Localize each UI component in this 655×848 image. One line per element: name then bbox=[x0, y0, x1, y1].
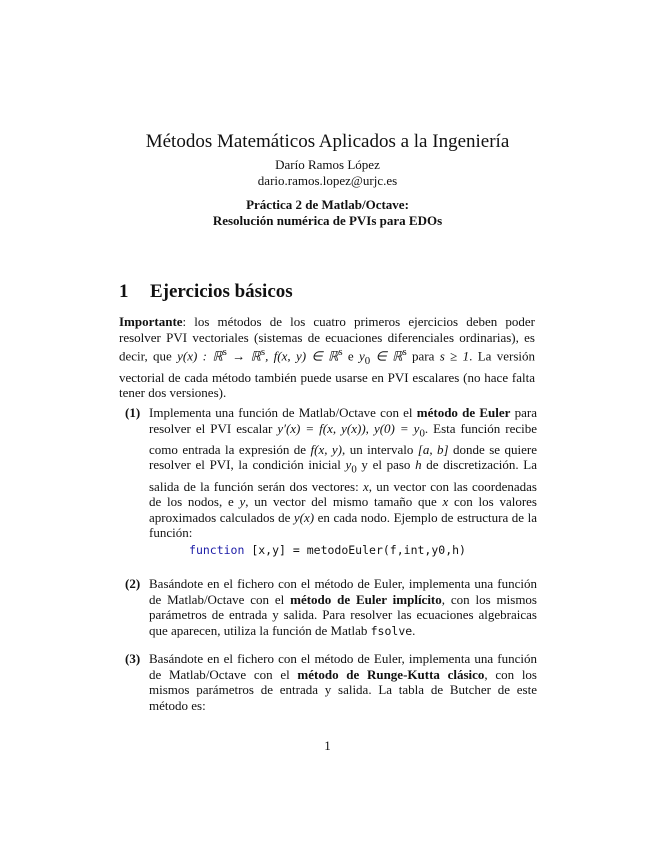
math-inline: y(x) bbox=[293, 509, 315, 525]
text: en cada nodo. Ejemplo de estructura de la función: bbox=[149, 509, 537, 541]
inline-code: fsolve bbox=[370, 623, 413, 638]
text: Implementa una función de Matlab/Octave con el bbox=[149, 405, 417, 420]
bold-term: método de Runge-Kutta clásico bbox=[297, 666, 485, 682]
exercise-label: (3) bbox=[125, 651, 141, 666]
math-inline: h bbox=[415, 457, 422, 473]
math-inline: → ℝ bbox=[226, 348, 261, 364]
author-email: dario.ramos.lopez@urjc.es bbox=[257, 173, 398, 188]
text: , con los mismos parámetros de entrada y salida. La tabla de Butcher de este método es: bbox=[149, 666, 537, 713]
math-inline: y bbox=[358, 348, 365, 364]
code-signature: [x,y] = metodoEuler(f,int,y0,h) bbox=[244, 543, 466, 557]
bold-term: método de Euler implícito bbox=[290, 591, 442, 607]
exercise-3 bbox=[125, 651, 537, 713]
text: . bbox=[412, 622, 416, 638]
text: , un intervalo bbox=[342, 441, 418, 457]
document-title: Métodos Matemáticos Aplicados a la Ingeniería bbox=[145, 131, 510, 152]
code-keyword: function bbox=[189, 543, 245, 557]
intro-lead: Importante bbox=[119, 314, 183, 329]
text: donde se quiere resolver el PVI, la condición inicial bbox=[149, 441, 537, 473]
intro-paragraph bbox=[119, 314, 535, 401]
exercise-body bbox=[149, 576, 537, 639]
math-sup: s bbox=[222, 346, 227, 359]
exercise-2 bbox=[125, 576, 537, 639]
intro-text: para bbox=[406, 348, 440, 364]
text: para resolver el PVI escalar bbox=[149, 405, 538, 436]
math-sub: 0 bbox=[364, 355, 371, 368]
math-sub: 0 bbox=[351, 463, 357, 476]
code-example bbox=[0, 543, 655, 557]
text: Basándote en el fichero con el método de Euler, implementa una función de Matlab/Octave con el bbox=[149, 651, 537, 682]
text: , con los mismos parámetros de entrada y salida. Para resolver las ecuaciones algebraicas que aparecen, utiliza la función de Matlab bbox=[149, 591, 537, 638]
math-inline: y′(x) = f(x, y(x)), y(0) = y bbox=[277, 420, 420, 436]
text: Basándote en el fichero con el método de Euler, implementa una función de Matlab/Octave con el bbox=[149, 576, 537, 607]
math-inline: ∈ ℝ bbox=[370, 348, 403, 364]
section-title: Ejercicios básicos bbox=[150, 281, 293, 302]
text: y el paso bbox=[356, 457, 416, 473]
text: con los valores aproximados calculados de bbox=[149, 494, 537, 525]
section-number: 1 bbox=[119, 281, 129, 302]
math-inline: y bbox=[345, 457, 352, 473]
text: , un vector con las coordenadas de los nodos, e bbox=[149, 478, 537, 510]
intro-text: . La versión vectorial de cada método también puede usarse en PVI escalares (no hace falta tener dos versiones). bbox=[119, 348, 536, 401]
text: . Esta función recibe como entrada la expresión de bbox=[149, 420, 538, 457]
exercise-1 bbox=[125, 405, 537, 541]
exercise-label: (2) bbox=[125, 576, 141, 591]
math-inline: x bbox=[442, 494, 449, 510]
math-sup: s bbox=[260, 346, 266, 359]
math-inline: f(x, y) bbox=[310, 441, 343, 457]
text: de discretización. La salida de la función serán dos vectores: bbox=[149, 457, 538, 494]
author-name: Darío Ramos López bbox=[275, 157, 380, 172]
math-inline: , f(x, y) ∈ ℝ bbox=[265, 348, 339, 364]
math-inline: s ≥ 1 bbox=[439, 348, 470, 364]
math-inline: y bbox=[239, 494, 246, 510]
math-inline: x bbox=[362, 478, 369, 494]
math-inline: [a, b] bbox=[417, 441, 449, 457]
author-block bbox=[0, 157, 655, 189]
intro-text: : los métodos de los cuatro primeros ejercicios deben poder resolver PVI vectoriales (sistemas de ecuaciones diferenciales ordinarias), es decir, que bbox=[119, 314, 535, 364]
exercise-body bbox=[149, 405, 537, 541]
math-sup: s bbox=[402, 346, 407, 359]
text: , un vector del mismo tamaño que bbox=[245, 494, 443, 510]
exercise-label: (1) bbox=[125, 405, 141, 420]
exercise-body bbox=[149, 651, 537, 713]
practice-subtitle bbox=[0, 197, 655, 229]
math-sub: 0 bbox=[419, 427, 425, 440]
subtitle-line-2: Resolución numérica de PVIs para EDOs bbox=[212, 213, 443, 228]
section-heading bbox=[119, 281, 293, 303]
math-sup: s bbox=[338, 346, 343, 359]
page-number: 1 bbox=[324, 738, 331, 753]
math-inline: y(x) : ℝ bbox=[177, 348, 223, 364]
bold-term: método de Euler bbox=[416, 405, 511, 420]
intro-text: e bbox=[342, 348, 359, 364]
subtitle-line-1: Práctica 2 de Matlab/Octave: bbox=[246, 197, 409, 212]
